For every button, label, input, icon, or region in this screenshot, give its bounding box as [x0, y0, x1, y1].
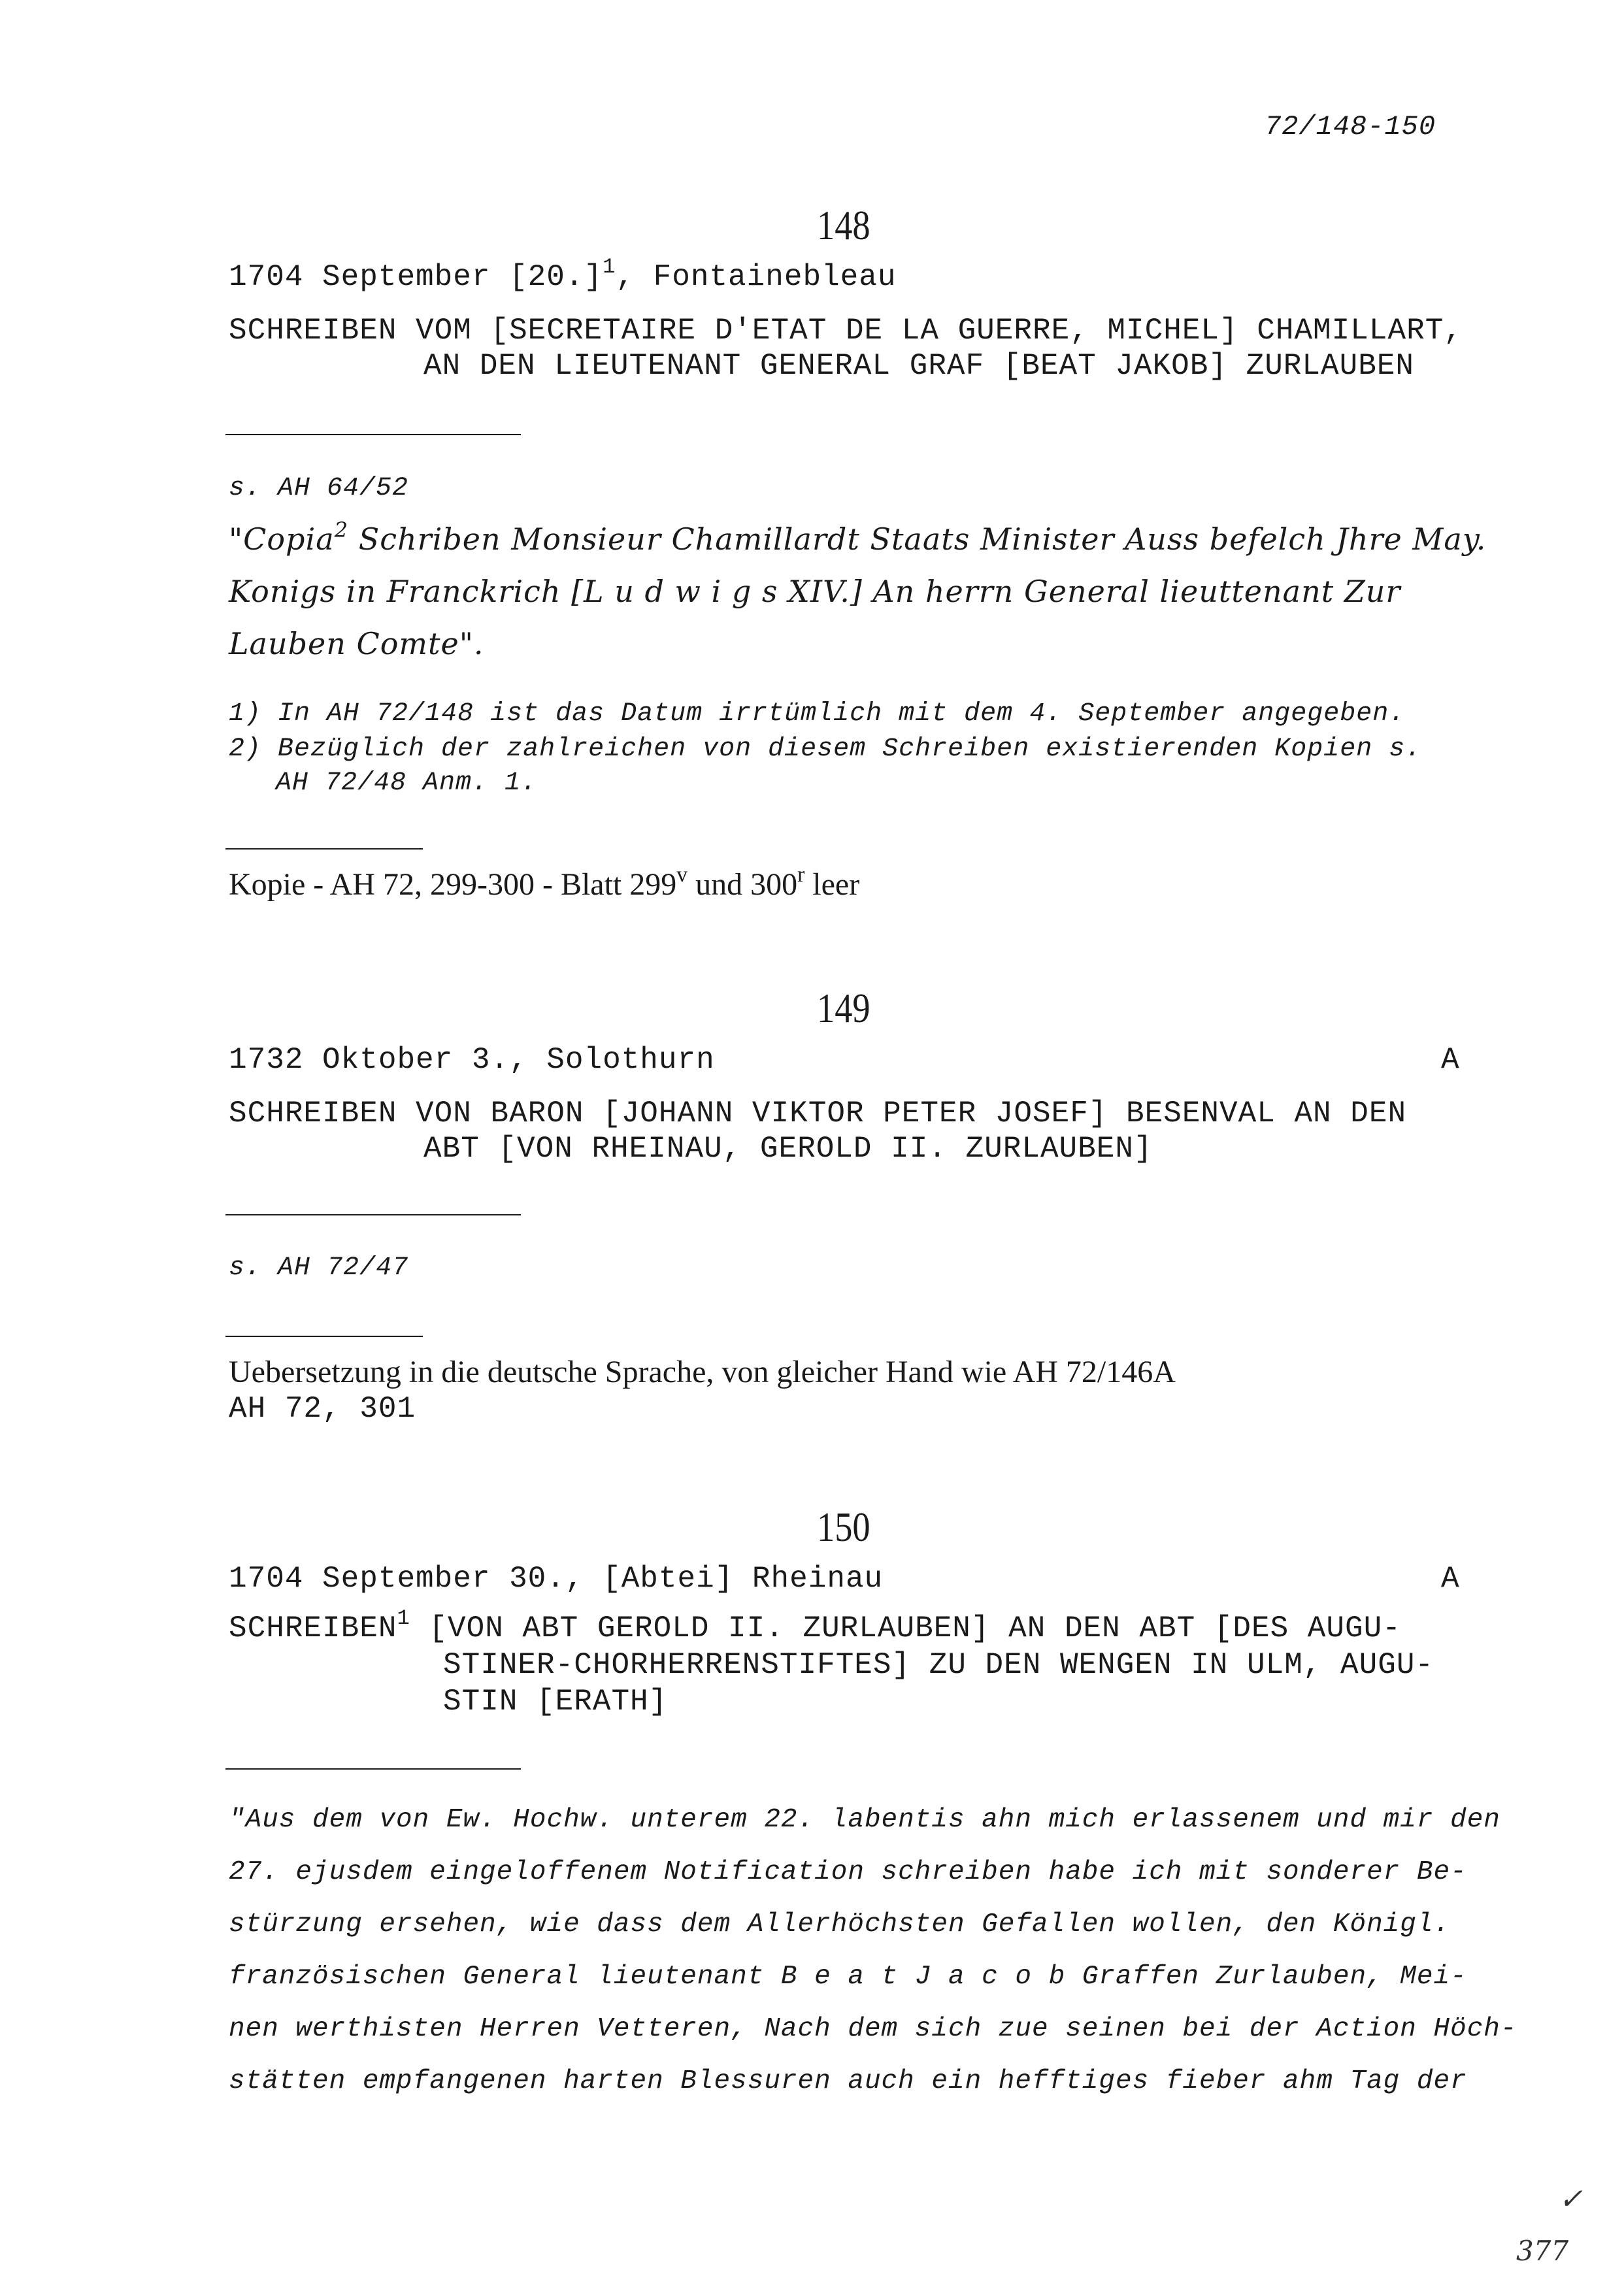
- doc148-footnote-2: 2) Bezüglich der zahlreichen von diesem Schreiben existierenden Kopien s.: [229, 735, 1422, 764]
- doc148-date-text: 1704 September [20.]: [229, 260, 603, 294]
- doc150-text-line6: stätten empfangenen harten Blessuren auch ein hefftiges fieber ahm Tag der: [229, 2066, 1467, 2096]
- doc150-title-rest: [VON ABT GEROLD II. ZURLAUBEN] AN DEN ABT [DES AUGU-: [410, 1611, 1401, 1645]
- doc148-desc-end: leer: [804, 867, 860, 902]
- separator-rule: [225, 1214, 521, 1215]
- doc150-text-line5: nen werthisten Herren Vetteren, Nach dem sich zue seinen bei der Action Höch-: [229, 2014, 1517, 2044]
- doc148-footnote-1: 1) In AH 72/148 ist das Datum irrtümlich mit dem 4. September angegeben.: [229, 699, 1406, 729]
- doc148-quote-line1: [229, 517, 1487, 557]
- doc150-text-line3: stürzung ersehen, wie dass dem Allerhöchsten Gefallen wollen, den Königl.: [229, 1909, 1451, 1940]
- separator-rule: [225, 1768, 521, 1770]
- doc150-text-line2: 27. ejusdem eingeloffenem Notification schreiben habe ich mit sonderer Be-: [229, 1857, 1467, 1887]
- doc150-date: 1704 September 30., [Abtei] Rheinau: [229, 1562, 884, 1596]
- doc148-quote-start: "Copia: [229, 521, 335, 557]
- doc150-title-line2: STINER-CHORHERRENSTIFTES] ZU DEN WENGEN IN ULM, AUGU-: [443, 1648, 1434, 1682]
- handwritten-check-mark: ✓: [1559, 2183, 1583, 2216]
- doc150-text-line1: "Aus dem von Ew. Hochw. unterem 22. labentis ahn mich erlassenem und mir den: [229, 1805, 1500, 1835]
- doc149-description-line1: Uebersetzung in die deutsche Sprache, von gleicher Hand wie AH 72/146A: [229, 1355, 1176, 1389]
- doc148-footnote-2-cont: AH 72/48 Anm. 1.: [276, 768, 538, 798]
- separator-rule: [225, 434, 521, 435]
- doc148-date: [229, 254, 897, 294]
- footnote-ref-2: 2: [334, 517, 349, 542]
- doc150-title-start: SCHREIBEN: [229, 1611, 397, 1645]
- document-number-148: 148: [817, 202, 870, 248]
- doc150-mark: A: [1441, 1562, 1460, 1596]
- doc148-title-line1: SCHREIBEN VOM [SECRETAIRE D'ETAT DE LA GUERRE, MICHEL] CHAMILLART,: [229, 314, 1463, 348]
- doc148-quote-line2: Konigs in Franckrich [L u d w i g s XIV.] An herrn General lieuttenant Zur: [229, 574, 1401, 609]
- archive-reference: 72/148-150: [1265, 111, 1436, 142]
- superscript-recto: r: [797, 862, 805, 887]
- doc148-place: , Fontainebleau: [616, 260, 897, 294]
- doc149-title-line2: ABT [VON RHEINAU, GEROLD II. ZURLAUBEN]: [423, 1132, 1153, 1166]
- doc148-desc-text: Kopie - AH 72, 299-300 - Blatt 299: [229, 867, 677, 902]
- handwritten-page-number: 377: [1516, 2235, 1569, 2267]
- doc148-quote-line3: Lauben Comte".: [229, 626, 484, 661]
- doc150-title-line1: [229, 1606, 1401, 1645]
- doc150-text-line4: französischen General lieutenant B e a t J a c o b Graffen Zurlauben, Mei-: [229, 1962, 1467, 1992]
- doc148-desc-mid: und 300: [688, 867, 798, 902]
- doc148-description: [229, 862, 860, 902]
- doc149-mark: A: [1441, 1043, 1460, 1077]
- doc150-title-line3: STIN [ERATH]: [443, 1685, 668, 1719]
- doc148-title-line2: AN DEN LIEUTENANT GENERAL GRAF [BEAT JAKOB] ZURLAUBEN: [423, 349, 1415, 383]
- doc148-see-reference: s. AH 64/52: [229, 474, 409, 503]
- document-number-150: 150: [817, 1504, 870, 1550]
- doc149-title-line1: SCHREIBEN VON BARON [JOHANN VIKTOR PETER JOSEF] BESENVAL AN DEN: [229, 1097, 1407, 1131]
- separator-rule: [225, 848, 423, 850]
- doc149-date: 1732 Oktober 3., Solothurn: [229, 1043, 715, 1077]
- document-number-149: 149: [817, 985, 870, 1031]
- superscript-verso: v: [676, 862, 688, 887]
- doc149-description-line2: AH 72, 301: [229, 1392, 416, 1426]
- doc148-quote-rest: Schriben Monsieur Chamillardt Staats Minister Auss befelch Jhre May.: [348, 521, 1487, 557]
- doc149-see-reference: s. AH 72/47: [229, 1253, 409, 1283]
- separator-rule: [225, 1336, 423, 1337]
- footnote-ref-1: 1: [397, 1606, 410, 1630]
- footnote-ref-1: 1: [603, 254, 616, 279]
